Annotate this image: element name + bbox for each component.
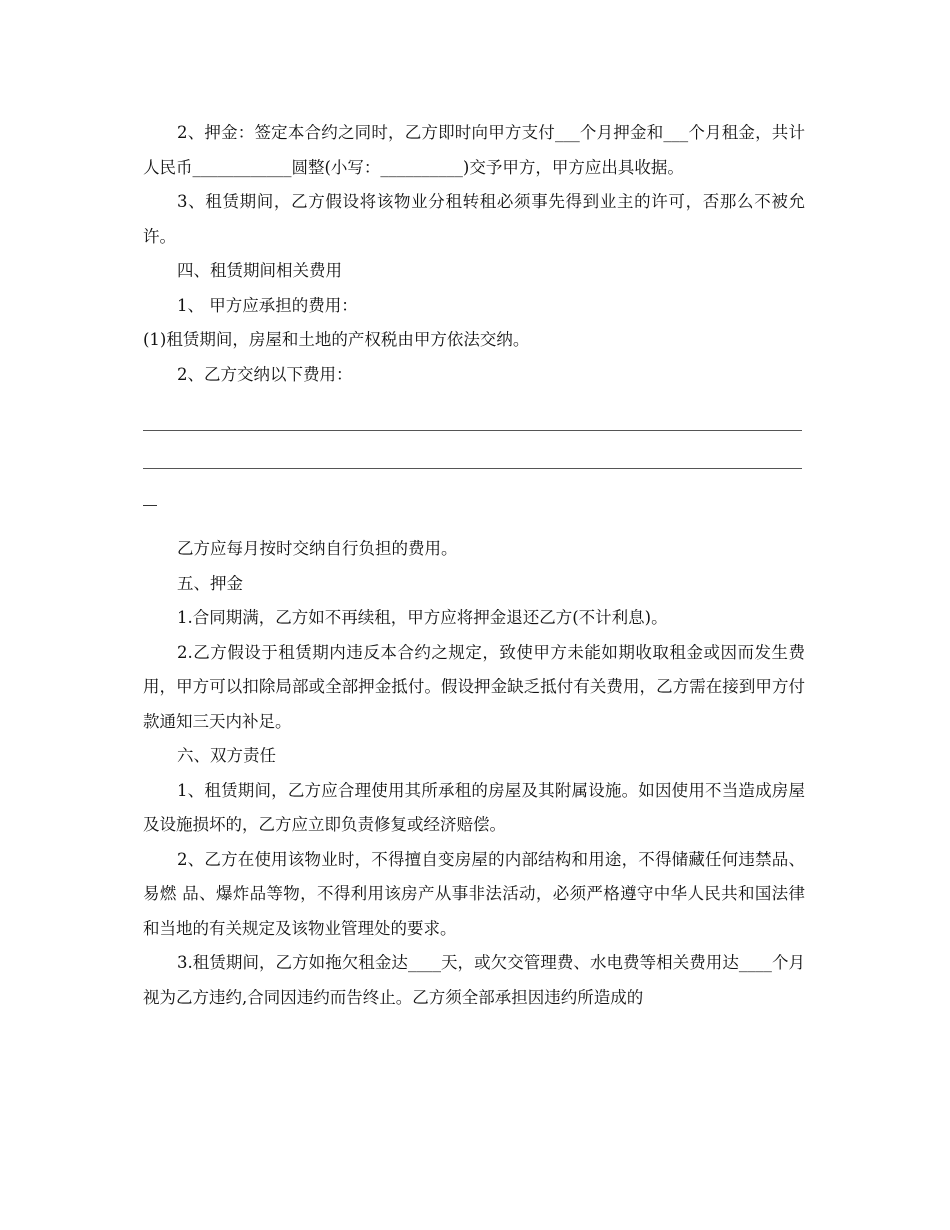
paragraph-property-tax: (1)租赁期间，房屋和土地的产权税由甲方依法交纳。 <box>143 330 530 349</box>
paragraph-party-a-fees: 1、 甲方应承担的费用： <box>177 295 358 315</box>
fill-in-lines <box>143 432 805 532</box>
paragraph-sublease-permission: 3、租赁期间，乙方假设将该物业分租转租必须事先得到业主的许可，否那么不被允许。 <box>143 192 805 246</box>
fill-in-line <box>143 468 802 469</box>
section-heading-deposit: 五、押金 <box>177 573 243 593</box>
paragraph-proper-use: 1、租赁期间，乙方应合理使用其所承租的房屋及其附属设施。如因使用不当造成房屋及设施损坏的，乙方应立即负责修复或经济赔偿。 <box>143 780 805 834</box>
blank-space <box>143 392 805 432</box>
paragraph-party-b-fees: 2、乙方交纳以下费用： <box>177 364 353 384</box>
paragraph-monthly-fees: 乙方应每月按时交纳自行负担的费用。 <box>177 539 458 558</box>
paragraph-deposit-deduction: 2.乙方假设于租赁期内违反本合约之规定，致使甲方未能如期收取租金或因而发生费用，甲方可以扣除局部或全部押金抵付。假设押金缺乏抵付有关费用，乙方需在接到甲方付款通知三天内补足。 <box>143 642 805 731</box>
paragraph-deposit-payment: 2、押金：签定本合约之同时，乙方即时向甲方支付___个月押金和___个月租金，共计人民币____________圆整(小写：__________)交予甲方，甲方应出具收据。 <box>143 123 805 177</box>
fill-in-line-stub <box>143 505 157 506</box>
paragraph-default-terms: 3.租赁期间，乙方如拖欠租金达____天，或欠交管理费、水电费等相关费用达____个月视为乙方违约,合同因违约而告终止。乙方须全部承担因违约所造成的 <box>143 953 805 1007</box>
document-body <box>143 116 805 1015</box>
section-heading-responsibilities: 六、双方责任 <box>177 746 276 765</box>
paragraph-deposit-refund: 1.合同期满，乙方如不再续租，甲方应将押金退还乙方(不计利息)。 <box>177 608 668 627</box>
paragraph-usage-restrictions: 2、乙方在使用该物业时，不得擅自变房屋的内部结构和用途，不得储藏任何违禁品、易燃 品、爆炸品等物，不得利用该房产从事非法活动，必须严格遵守中华人民共和国法律和当地的有关规定及该物业管理处的要求。 <box>143 849 805 938</box>
fill-in-line <box>143 430 802 431</box>
section-heading-fees: 四、租赁期间相关费用 <box>177 261 342 280</box>
